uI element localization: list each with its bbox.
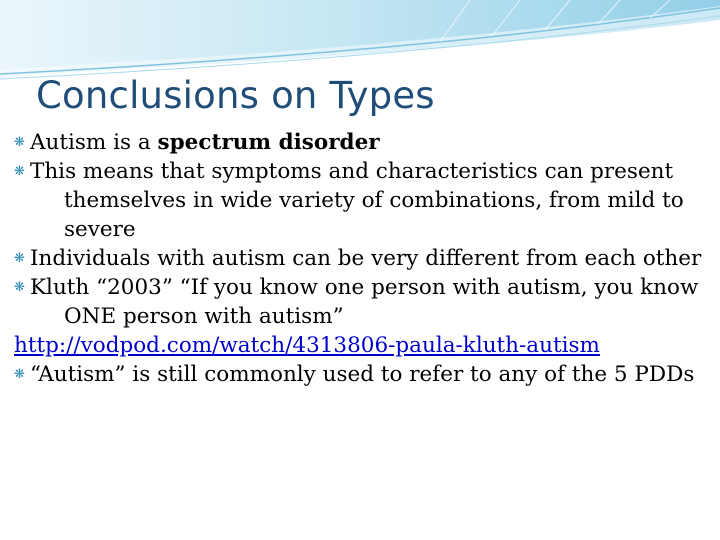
item-bold-text: spectrum disorder: [157, 130, 380, 155]
diamond-flourish-icon: ❋: [14, 367, 25, 382]
item-text: Autism is a: [30, 130, 158, 155]
list-item: [14, 244, 704, 273]
list-item: [14, 157, 704, 244]
header-wave-decoration: [0, 0, 720, 82]
wave-graphic: [0, 0, 720, 82]
item-text: This means that symptoms and characteristics can present themselves in wide variety of combinations, from mild to severe: [30, 159, 684, 242]
list-item: [14, 273, 704, 331]
diamond-flourish-icon: ❋: [14, 280, 25, 295]
bullet-list: [14, 128, 704, 389]
diamond-flourish-icon: ❋: [14, 164, 25, 179]
list-item: [14, 128, 704, 157]
item-text: Kluth “2003” “If you know one person with autism, you know ONE person with autism”: [30, 275, 699, 329]
item-text: Individuals with autism can be very different from each other: [30, 246, 702, 271]
item-text: “Autism” is still commonly used to refer to any of the 5 PDDs: [30, 362, 695, 387]
diamond-flourish-icon: ❋: [14, 135, 25, 150]
video-link[interactable]: http://vodpod.com/watch/4313806-paula-kluth-autism: [14, 333, 600, 358]
list-item: [14, 360, 704, 389]
link-item: [14, 331, 704, 360]
slide-title: Conclusions on Types: [36, 74, 435, 117]
diamond-flourish-icon: ❋: [14, 251, 25, 266]
